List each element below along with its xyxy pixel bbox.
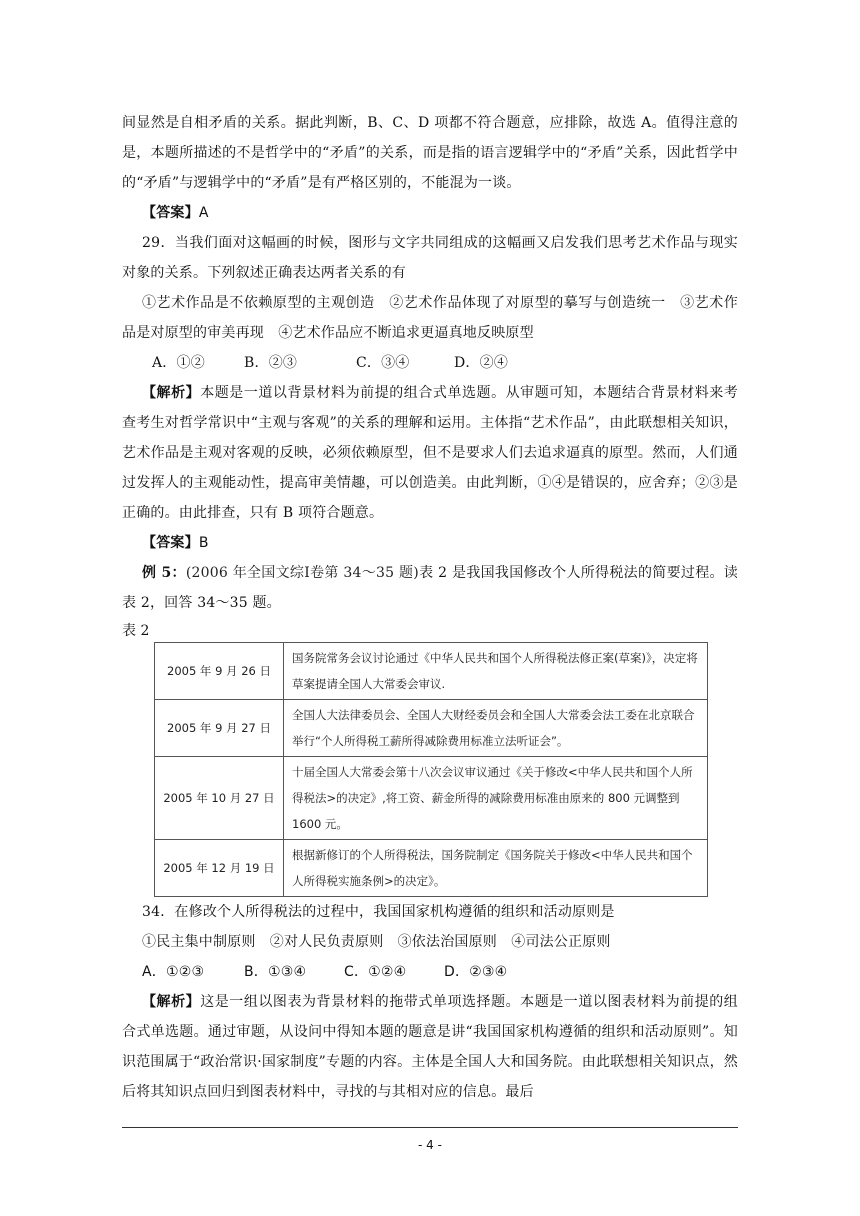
- question-29-options: [122, 348, 738, 378]
- answer-label: 【答案】: [142, 535, 199, 551]
- answer-line-2: [122, 528, 738, 558]
- table-event-cell: 国务院常务会议讨论通过《中华人民共和国个人所得税法修正案(草案)》，决定将草案提请全国人大常委会审议.: [284, 643, 708, 700]
- table-row: [155, 757, 708, 840]
- question-34-statements: ①民主集中制原则 ②对人民负责原则 ③依法治国原则 ④司法公正原则: [142, 934, 611, 950]
- table-caption: 表 2: [122, 623, 150, 639]
- table-date-cell: 2005 年 10 月 27 日: [155, 757, 284, 840]
- footer-divider: [122, 1127, 738, 1128]
- answer-value: A: [198, 205, 209, 221]
- option-a: A．①②③: [142, 964, 205, 980]
- option-d: D．②④: [454, 355, 509, 371]
- question-29-statements: ①艺术作品是不依赖原型的主观创造 ②艺术作品体现了对原型的摹写与创造统一 ③艺术作品是对原型的审美再现 ④艺术作品应不断追求更逼真地反映原型: [122, 295, 738, 341]
- analysis-1: [122, 378, 738, 528]
- table-date-cell: 2005 年 9 月 27 日: [155, 700, 284, 757]
- option-a: A．①②: [152, 355, 205, 371]
- option-d: D．②③④: [444, 964, 508, 980]
- option-c: C．①②④: [344, 964, 407, 980]
- answer-label: 【答案】: [142, 205, 199, 221]
- page-number: - 4 -: [418, 1138, 442, 1152]
- table-row: [155, 840, 708, 897]
- table-event-cell: 全国人大法律委员会、全国人大财经委员会和全国人大常委会法工委在北京联合举行“个人所得税工薪所得减除费用标准立法听证会”。: [284, 700, 708, 757]
- analysis-2: [122, 987, 738, 1107]
- question-34-stem: 34．在修改个人所得税法的过程中，我国国家机构遵循的组织和活动原则是: [142, 904, 615, 920]
- question-29-stem: 29．当我们面对这幅画的时候，图形与文字共同组成的这幅画又启发我们思考艺术作品与现实对象的关系。下列叙述正确表达两者关系的有: [122, 235, 738, 281]
- analysis-label: 【解析】: [142, 994, 201, 1010]
- table-row: [155, 700, 708, 757]
- answer-line-1: [122, 198, 738, 228]
- tax-law-table: [154, 642, 708, 897]
- table-event-cell: 根据新修订的个人所得税法，国务院制定《国务院关于修改<中华人民共和国个人所得税实施条例>的决定》。: [284, 840, 708, 897]
- table-date-cell: 2005 年 9 月 26 日: [155, 643, 284, 700]
- example-5: [122, 558, 738, 618]
- analysis-label: 【解析】: [142, 385, 201, 401]
- example-text: 表 2 是我国我国修改个人所得税法的简要过程。读表 2，回答 34～35 题。: [122, 565, 739, 611]
- table-date-cell: 2005 年 12 月 19 日: [155, 840, 284, 897]
- option-c: C．③④: [356, 355, 410, 371]
- question-34-options: [122, 957, 738, 987]
- example-label: 例 5：: [142, 565, 186, 581]
- analysis-text: 本题是一道以背景材料为前提的组合式单选题。从审题可知，本题结合背景材料来考查考生对哲学常识中“主观与客观”的关系的理解和运用。主体指“艺术作品”，由此联想相关知识，艺术作品是主观对客观的反映，必须依赖原型，但不是要求人们去追求逼真的原型。然而，人们通过发挥人的主观能动性，提高审美情趣，可以创造美。由此判断，①④是错误的，应舍弃；②③是正确的。由此排查，只有 B 项符合题意。: [122, 385, 738, 521]
- option-b: B．②③: [244, 355, 298, 371]
- example-source: (2006 年全国文综Ⅰ卷第 34～35 题): [185, 565, 419, 581]
- answer-value: B: [198, 535, 209, 551]
- table-row: [155, 643, 708, 700]
- table-event-cell: 十届全国人大常委会第十八次会议审议通过《关于修改<中华人民共和国个人所得税法>的决定》,将工资、薪金所得的减除费用标准由原来的 800 元调整到 1600 元。: [284, 757, 708, 840]
- top-paragraph: 间显然是自相矛盾的关系。据此判断，B、C、D 项都不符合题意，应排除，故选 A。值得注意的是，本题所描述的不是哲学中的“矛盾”的关系，而是指的语言逻辑学中的“矛盾”关系，因此哲学中的“矛盾”与逻辑学中的“矛盾”是有严格区别的，不能混为一谈。: [122, 115, 738, 191]
- analysis-text: 这是一组以图表为背景材料的拖带式单项选择题。本题是一道以图表材料为前提的组合式单选题。通过审题，从设问中得知本题的题意是讲“我国国家机构遵循的组织和活动原则”。知识范围属于“政治常识·国家制度”专题的内容。主体是全国人大和国务院。由此联想相关知识点，然后将其知识点回归到图表材料中，寻找的与其相对应的信息。最后: [122, 994, 738, 1100]
- option-b: B．①③④: [244, 964, 307, 980]
- document-body: [122, 108, 738, 1107]
